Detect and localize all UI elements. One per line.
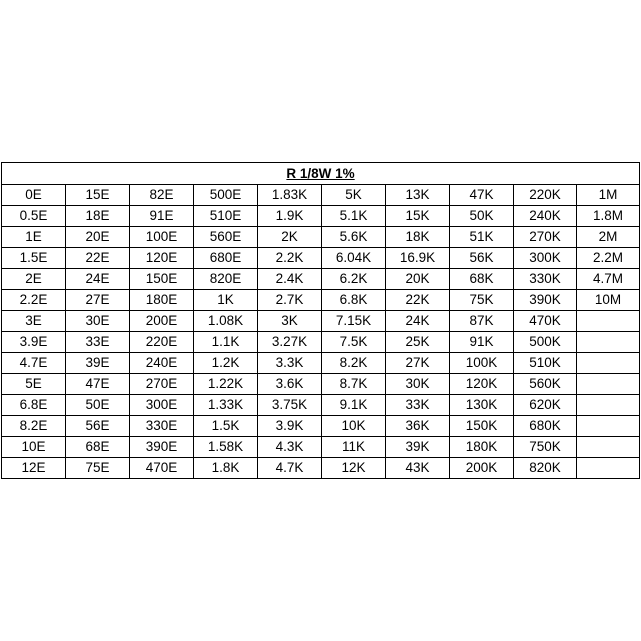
table-cell: 1.9K — [258, 206, 322, 227]
table-cell: 5.1K — [322, 206, 386, 227]
table-row — [2, 227, 640, 248]
table-cell — [577, 395, 640, 416]
table-cell: 3.3K — [258, 353, 322, 374]
table-cell: 82E — [130, 185, 194, 206]
table-cell: 5E — [2, 374, 66, 395]
table-cell: 150K — [450, 416, 514, 437]
table-cell: 4.7K — [258, 458, 322, 479]
table-cell: 8.7K — [322, 374, 386, 395]
table-row — [2, 416, 640, 437]
table-row — [2, 248, 640, 269]
table-cell: 39E — [66, 353, 130, 374]
table-cell: 4.3K — [258, 437, 322, 458]
table-cell: 8.2K — [322, 353, 386, 374]
table-cell: 6.8E — [2, 395, 66, 416]
table-cell: 100K — [450, 353, 514, 374]
table-row — [2, 311, 640, 332]
table-cell: 18E — [66, 206, 130, 227]
table-cell: 7.5K — [322, 332, 386, 353]
table-cell: 30E — [66, 311, 130, 332]
table-cell: 3.75K — [258, 395, 322, 416]
table-cell: 200K — [450, 458, 514, 479]
table-cell: 820E — [194, 269, 258, 290]
table-row — [2, 290, 640, 311]
table-cell: 1.1K — [194, 332, 258, 353]
table-cell: 560E — [194, 227, 258, 248]
table-cell: 13K — [386, 185, 450, 206]
table-cell: 18K — [386, 227, 450, 248]
table-row — [2, 374, 640, 395]
table-cell: 33E — [66, 332, 130, 353]
table-cell: 0.5E — [2, 206, 66, 227]
table-cell: 500E — [194, 185, 258, 206]
table-cell: 6.04K — [322, 248, 386, 269]
table-cell: 330E — [130, 416, 194, 437]
table-cell: 2.7K — [258, 290, 322, 311]
table-cell: 560K — [514, 374, 577, 395]
table-cell: 1.33K — [194, 395, 258, 416]
table-cell: 39K — [386, 437, 450, 458]
table-cell: 2.2M — [577, 248, 640, 269]
table-cell: 1.83K — [258, 185, 322, 206]
table-cell: 1.58K — [194, 437, 258, 458]
table-cell: 1.5K — [194, 416, 258, 437]
table-cell: 3.6K — [258, 374, 322, 395]
table-cell: 750K — [514, 437, 577, 458]
table-cell — [577, 332, 640, 353]
table-cell: 24K — [386, 311, 450, 332]
table-cell: 120E — [130, 248, 194, 269]
table-cell: 91K — [450, 332, 514, 353]
table-cell: 27K — [386, 353, 450, 374]
table-row — [2, 395, 640, 416]
table-cell: 20K — [386, 269, 450, 290]
table-cell: 3E — [2, 311, 66, 332]
table-cell: 75E — [66, 458, 130, 479]
table-cell: 2.4K — [258, 269, 322, 290]
table-cell: 51K — [450, 227, 514, 248]
table-row — [2, 353, 640, 374]
table-cell: 9.1K — [322, 395, 386, 416]
table-cell: 680K — [514, 416, 577, 437]
table-cell: 0E — [2, 185, 66, 206]
table-cell: 10K — [322, 416, 386, 437]
table-cell: 1M — [577, 185, 640, 206]
table-cell: 22K — [386, 290, 450, 311]
table-cell: 1.22K — [194, 374, 258, 395]
table-cell: 5K — [322, 185, 386, 206]
table-cell: 1.2K — [194, 353, 258, 374]
table-cell: 470K — [514, 311, 577, 332]
table-cell: 50E — [66, 395, 130, 416]
table-cell: 220E — [130, 332, 194, 353]
table-title: R 1/8W 1% — [2, 163, 640, 185]
table-cell: 87K — [450, 311, 514, 332]
table-cell: 620K — [514, 395, 577, 416]
table-cell: 2M — [577, 227, 640, 248]
resistor-value-table-container — [1, 162, 639, 479]
table-cell: 11K — [322, 437, 386, 458]
table-cell: 300K — [514, 248, 577, 269]
table-cell: 6.2K — [322, 269, 386, 290]
table-cell: 180E — [130, 290, 194, 311]
table-cell: 16.9K — [386, 248, 450, 269]
table-cell: 390K — [514, 290, 577, 311]
table-cell: 470E — [130, 458, 194, 479]
table-cell: 2.2K — [258, 248, 322, 269]
table-cell: 2K — [258, 227, 322, 248]
table-cell: 2.2E — [2, 290, 66, 311]
table-cell: 1.5E — [2, 248, 66, 269]
table-cell: 33K — [386, 395, 450, 416]
table-cell — [577, 353, 640, 374]
table-cell — [577, 416, 640, 437]
table-cell: 20E — [66, 227, 130, 248]
table-cell: 3.9E — [2, 332, 66, 353]
table-cell: 56E — [66, 416, 130, 437]
table-cell: 36K — [386, 416, 450, 437]
resistor-value-table — [1, 162, 640, 479]
table-cell: 1K — [194, 290, 258, 311]
table-cell: 180K — [450, 437, 514, 458]
table-row — [2, 437, 640, 458]
table-row — [2, 206, 640, 227]
table-cell: 22E — [66, 248, 130, 269]
table-cell: 56K — [450, 248, 514, 269]
table-cell: 510K — [514, 353, 577, 374]
table-cell: 150E — [130, 269, 194, 290]
table-cell: 12K — [322, 458, 386, 479]
table-cell: 390E — [130, 437, 194, 458]
table-cell: 270E — [130, 374, 194, 395]
table-cell: 200E — [130, 311, 194, 332]
table-cell: 240E — [130, 353, 194, 374]
table-cell: 1.8K — [194, 458, 258, 479]
table-cell — [577, 311, 640, 332]
table-cell: 30K — [386, 374, 450, 395]
table-cell: 12E — [2, 458, 66, 479]
table-cell: 3.9K — [258, 416, 322, 437]
table-cell: 130K — [450, 395, 514, 416]
table-cell: 8.2E — [2, 416, 66, 437]
table-cell: 300E — [130, 395, 194, 416]
table-cell — [577, 437, 640, 458]
table-cell: 820K — [514, 458, 577, 479]
table-cell: 24E — [66, 269, 130, 290]
table-cell: 3K — [258, 311, 322, 332]
table-cell: 5.6K — [322, 227, 386, 248]
table-cell: 220K — [514, 185, 577, 206]
table-cell: 510E — [194, 206, 258, 227]
table-cell: 6.8K — [322, 290, 386, 311]
table-cell: 91E — [130, 206, 194, 227]
table-cell: 2E — [2, 269, 66, 290]
table-cell: 7.15K — [322, 311, 386, 332]
table-cell: 10E — [2, 437, 66, 458]
table-row — [2, 332, 640, 353]
table-cell: 27E — [66, 290, 130, 311]
table-cell: 15K — [386, 206, 450, 227]
table-cell: 120K — [450, 374, 514, 395]
table-cell: 68E — [66, 437, 130, 458]
table-cell: 43K — [386, 458, 450, 479]
table-cell: 50K — [450, 206, 514, 227]
table-cell: 680E — [194, 248, 258, 269]
table-cell: 47K — [450, 185, 514, 206]
table-cell: 100E — [130, 227, 194, 248]
table-cell: 1.8M — [577, 206, 640, 227]
table-cell: 270K — [514, 227, 577, 248]
table-cell: 500K — [514, 332, 577, 353]
table-cell: 4.7E — [2, 353, 66, 374]
table-row — [2, 458, 640, 479]
table-cell: 1.08K — [194, 311, 258, 332]
table-cell: 10M — [577, 290, 640, 311]
table-cell: 3.27K — [258, 332, 322, 353]
table-cell: 47E — [66, 374, 130, 395]
table-cell: 25K — [386, 332, 450, 353]
title-row — [2, 163, 640, 185]
table-cell: 330K — [514, 269, 577, 290]
table-cell: 1E — [2, 227, 66, 248]
table-cell: 240K — [514, 206, 577, 227]
table-cell: 68K — [450, 269, 514, 290]
table-cell — [577, 374, 640, 395]
table-cell — [577, 458, 640, 479]
table-cell: 75K — [450, 290, 514, 311]
table-cell: 4.7M — [577, 269, 640, 290]
table-row — [2, 185, 640, 206]
table-cell: 15E — [66, 185, 130, 206]
table-row — [2, 269, 640, 290]
table-body — [2, 185, 640, 479]
